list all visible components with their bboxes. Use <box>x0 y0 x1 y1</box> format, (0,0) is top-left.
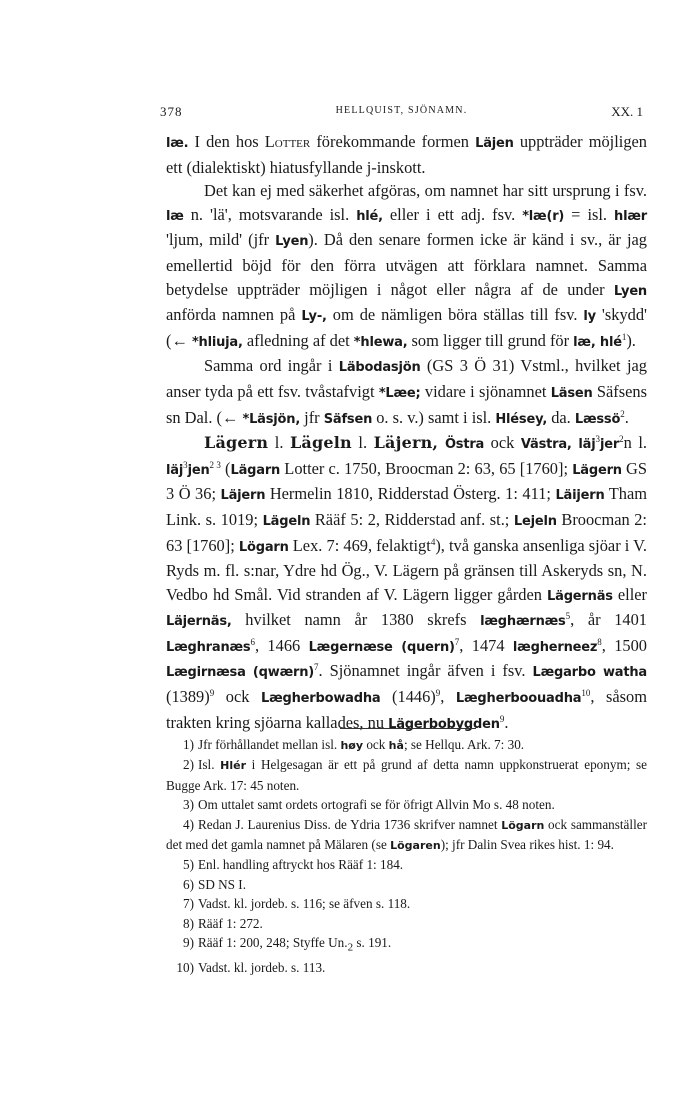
accent-mark: 3 <box>595 434 600 445</box>
headword: Lägern <box>204 433 269 453</box>
term: Läbodasjön <box>338 360 421 376</box>
author-name: Lotter <box>264 132 311 151</box>
text-run: . <box>624 407 629 427</box>
paragraph-2 <box>166 179 647 354</box>
text-run: ock <box>214 687 262 707</box>
text-run: Samma ord ingår i <box>204 356 339 376</box>
paragraph-3 <box>166 354 647 431</box>
text-run: Rääf 1: 200, 248; Styffe Un. <box>198 935 348 951</box>
text-run: (1389) <box>166 687 210 707</box>
term: Hlér <box>220 759 247 773</box>
text-run: Säfsens sn Dal. (← <box>166 381 647 427</box>
term: Lägarn <box>230 462 281 478</box>
footnote-ref: 1 <box>621 331 627 342</box>
text-run: = isl. <box>564 204 615 224</box>
text-run: afledning af det <box>242 330 354 350</box>
accent-mark: 3 <box>183 459 188 470</box>
headword: Lägeln <box>289 433 352 453</box>
text-run: ock <box>363 737 389 752</box>
term: Lögarn <box>238 539 289 555</box>
footnote-6 <box>166 875 647 894</box>
text-run: Rääf 1: 272. <box>198 915 263 931</box>
main-text <box>166 130 647 736</box>
text-run: , 1474 <box>459 635 513 655</box>
term: Läijern <box>555 488 605 504</box>
text-run: Enl. handling aftryckt hos Rääf 1: 184. <box>198 857 404 873</box>
footnote-4 <box>166 815 647 856</box>
footnote-marker: 9) <box>183 935 194 951</box>
term: Läsen <box>550 385 593 401</box>
text-run: Lotter c. 1750, Broocman 2: 63, 65 [1760]; <box>280 458 573 478</box>
term: Lögarn <box>501 818 545 832</box>
text-run: Tham Link. s. 1019; <box>166 484 647 529</box>
term: læghærnæs <box>480 614 566 630</box>
text-run: SD NS I. <box>198 876 246 892</box>
footnote-2 <box>166 755 647 795</box>
term: Lägeln <box>262 513 311 529</box>
footnote-ref: 9 <box>209 688 215 699</box>
footnote-marker: 1) <box>183 737 194 752</box>
term: Lägernäs <box>547 588 613 604</box>
footnote-marker: 3) <box>183 797 194 813</box>
text-run: Vadst. kl. jordeb. s. 116; se äfven s. 118. <box>198 896 411 912</box>
text-run: , 1500 <box>601 635 647 655</box>
term: Läjern <box>220 488 266 504</box>
footnotes <box>166 735 647 978</box>
text-run: n l. <box>623 433 647 453</box>
footnote-ref: 9 <box>435 688 441 699</box>
term: Västra, <box>520 437 572 453</box>
term: *hliuja, <box>191 334 243 350</box>
term: Ly-, <box>301 309 327 325</box>
text-run: Rääf 5: 2, Ridderstad anf. st.; <box>310 509 514 529</box>
term: *Læe; <box>378 385 421 401</box>
term: Lægherbowadha <box>261 691 381 707</box>
term: Lægernæse (quern) <box>308 639 455 655</box>
term: läj <box>571 437 596 453</box>
text-run: , <box>440 687 456 707</box>
text-run: ock <box>484 433 521 453</box>
term: hlær <box>614 208 647 224</box>
term: læ, hlé <box>573 334 622 350</box>
text-run: Om uttalet samt ordets ortografi se för öfrigt Allvin Mo s. 48 noten. <box>198 797 555 813</box>
footnote-3 <box>166 795 647 814</box>
footnote-5 <box>166 855 647 874</box>
text-run: 'ljum, mild' (jfr <box>166 230 276 250</box>
term: Lyen <box>613 283 647 299</box>
text-run: jfr <box>300 407 324 427</box>
term: jer <box>600 437 620 453</box>
footnote-ref: 7 <box>454 636 460 647</box>
term: læ. <box>166 136 189 151</box>
text-run: ). <box>626 330 636 350</box>
text-run: Lex. 7: 469, felaktigt <box>288 535 431 555</box>
term: läj <box>166 462 184 478</box>
footnote-ref: 4 <box>430 536 436 547</box>
footnote-marker: 10) <box>176 960 194 976</box>
text-run: om de nämligen böra ställas till fsv. <box>326 305 584 325</box>
text-run: i Helgesagan är ett på grund af detta namn uppkonstruerat eponym; se Bugge Ark. 17: 45 noten. <box>166 757 648 793</box>
term: ly <box>583 309 596 325</box>
text-run: ( <box>220 458 231 478</box>
footnote-7 <box>166 894 647 913</box>
text-run: , såsom trakten kring sjöarna kallades, nu <box>166 687 647 732</box>
term: Lägerbobygden <box>388 716 500 732</box>
term: *Läsjön, <box>242 411 301 427</box>
term: Lejeln <box>513 513 557 529</box>
footnote-marker: 5) <box>183 857 194 873</box>
paragraph-4 <box>166 431 647 736</box>
text-run: o. s. v.) samt i isl. <box>372 407 496 427</box>
term: Lyen <box>275 234 309 250</box>
footnote-ref: 6 <box>250 636 255 647</box>
text-run: Redan J. Laurenius Diss. de Ydria 1736 skrifver namnet <box>198 816 502 832</box>
term: Lægirnæsa (qwærn) <box>166 665 314 681</box>
footnote-10 <box>166 958 647 977</box>
term: høy <box>340 739 364 752</box>
text-run: som ligger till grund för <box>407 330 574 350</box>
text-run: (1446) <box>380 687 436 707</box>
term: Læssö <box>574 411 621 427</box>
footnote-ref: 9 <box>499 713 505 724</box>
running-title: HELLQUIST, SJÖNAMN. <box>335 105 468 116</box>
term: hlé, <box>356 208 383 224</box>
text-run: eller i ett adj. fsv. <box>382 204 523 224</box>
term: Hlésey, <box>495 411 548 427</box>
text-run: hvilket namn år 1380 skrefs <box>231 610 481 630</box>
text-run: . <box>504 712 509 732</box>
text-run: Broocman 2: 63 [1760]; <box>166 509 647 555</box>
text-run: uppträder möjligen ett (dialektiskt) hiatusfyllande j-inskott. <box>166 132 647 177</box>
text-run: anförda namnen på <box>166 305 302 325</box>
text-run: eller <box>612 584 647 604</box>
term: Læghranæs <box>166 639 251 655</box>
footnote-1 <box>166 735 647 755</box>
subscript: 2 <box>347 941 354 954</box>
text-run: Isl. <box>198 757 221 773</box>
text-run: 'skydd' (← <box>166 305 648 350</box>
term: *læ(r) <box>522 208 565 224</box>
text-run: vidare i sjönamnet <box>420 381 551 401</box>
text-run: l. <box>351 433 374 453</box>
footnote-marker: 8) <box>183 915 194 931</box>
footnote-marker: 6) <box>183 876 194 892</box>
term: *hlewa, <box>353 334 408 350</box>
text-run: l. <box>268 433 290 453</box>
term: Läjen <box>475 136 514 151</box>
footnote-8 <box>166 914 647 933</box>
text-run: Vadst. kl. jordeb. s. 113. <box>198 960 326 976</box>
running-header <box>160 104 643 122</box>
footnote-ref: 2 3 <box>209 459 221 470</box>
term: Läjernäs, <box>166 614 232 630</box>
text-run: ), två ganska ansenliga sjöar i V. Ryds m. fl. s:nar, Ydre hd Ög., V. Lägern på gränsen till Askeryds sn, N. Vedbo hd Smål. Vid stranden af V. Lägern ligger gården <box>166 535 647 604</box>
footnote-ref: 8 <box>597 636 602 647</box>
text-run: GS 3 Ö 36; <box>166 458 647 504</box>
text-run: (GS 3 Ö 31) Vstml., hvilket jag anser tyda på ett fsv. tvåstafvigt <box>166 356 647 401</box>
term: Lägern <box>572 462 622 478</box>
text-run: ock sammanställer det med det gamla namnet på Mälaren (se <box>166 816 647 853</box>
headword: Läjern, <box>373 433 439 453</box>
paragraph-1 <box>166 130 647 179</box>
term: hå <box>388 739 404 752</box>
footnote-marker: 4) <box>183 816 194 832</box>
text-run: . Sjönamnet ingår äfven i fsv. <box>318 661 533 681</box>
footnote-divider <box>340 728 476 729</box>
footnote-9 <box>166 933 647 958</box>
term: lægherneez <box>512 639 598 655</box>
term: Säfsen <box>323 411 373 427</box>
footnote-ref: 2 <box>620 408 625 419</box>
term: Lögaren <box>390 839 441 853</box>
term: læ <box>166 208 184 224</box>
accent-mark: 2 <box>619 434 624 445</box>
footnote-ref: 5 <box>565 611 571 622</box>
term: jen <box>187 462 210 478</box>
term: Östra <box>438 437 485 453</box>
text-run: Det kan ej med säkerhet afgöras, om namnet har sitt ursprung i fsv. <box>204 181 647 201</box>
footnote-ref: 10 <box>581 688 591 699</box>
text-run: n. 'lä', motsvarande isl. <box>183 204 357 224</box>
footnote-marker: 7) <box>183 896 194 912</box>
term: Lægherboouadha <box>455 691 582 707</box>
text-run: , år 1401 <box>570 610 648 630</box>
text-run: Hermelin 1810, Ridderstad Österg. 1: 411; <box>265 484 556 504</box>
text-run: ). Då den senare formen icke är känd i sv., är jag emellertid böjd för den förra utvägen att förklara namnet. Samma betydelse uppträder möjligen i något eller några af de under <box>166 230 647 299</box>
volume-number: XX. 1 <box>611 104 643 119</box>
text-run: Jfr förhållandet mellan isl. <box>198 737 341 752</box>
page-number: 378 <box>160 104 183 119</box>
text-run: , 1466 <box>254 635 309 655</box>
text-run: ; se Hellqu. Ark. 7: 30. <box>403 737 525 752</box>
footnote-ref: 7 <box>314 662 319 673</box>
footnote-marker: 2) <box>183 757 194 773</box>
text-run: ); jfr Dalin Svea rikes hist. 1: 94. <box>440 837 614 853</box>
text-run: da. <box>547 407 575 427</box>
text-run: s. 191. <box>353 935 392 951</box>
term: Lægarbo watha <box>532 665 647 681</box>
text-run: I den hos <box>188 132 265 151</box>
text-run: förekommande formen <box>310 132 476 151</box>
